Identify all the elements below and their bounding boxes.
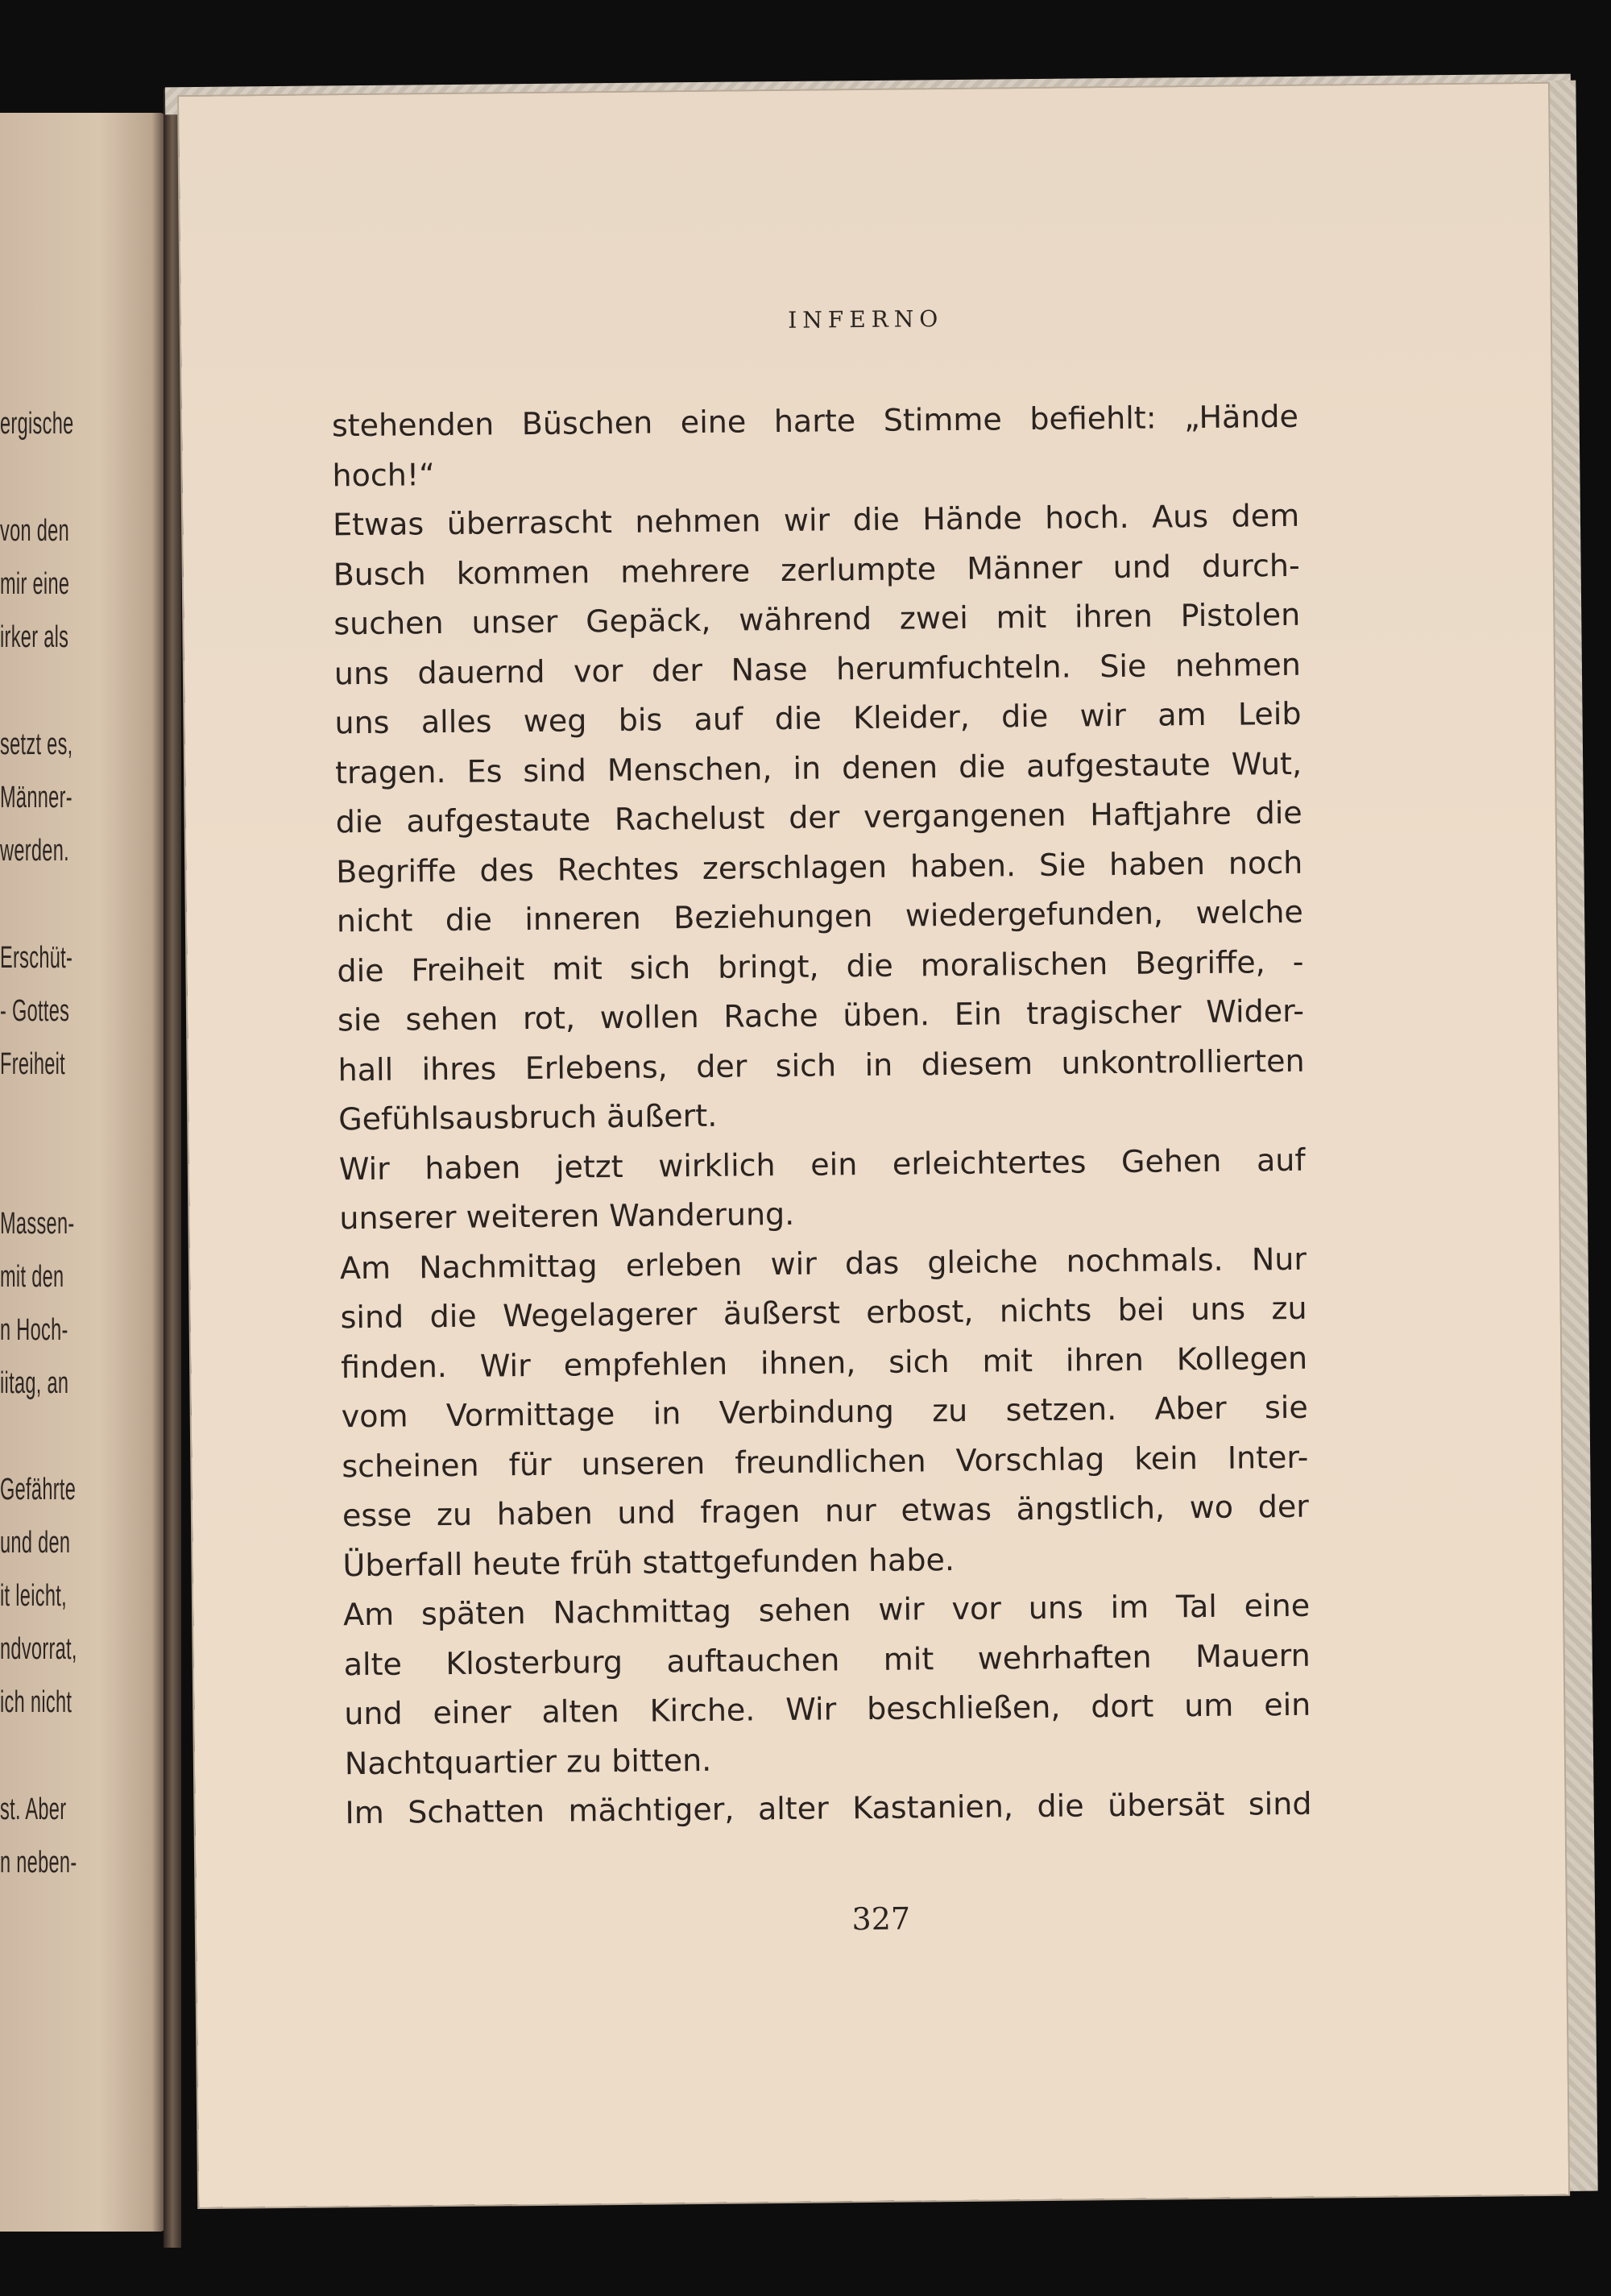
text-line: Nachtquartier zu bitten. xyxy=(344,1742,712,1781)
text-line: uns alles weg bis auf die Kleider, die wir am Leib xyxy=(334,695,1302,741)
left-page-fragment: irker als xyxy=(0,620,69,654)
text-line: hoch!“ xyxy=(332,456,435,493)
text-line: scheinen für unseren freundlichen Vorschlag kein Inter- xyxy=(342,1439,1309,1484)
left-page-fragment: - Gottes xyxy=(0,994,70,1028)
left-page-fragment: Gefährte xyxy=(0,1473,77,1506)
text-line: Gefühlsausbruch äußert. xyxy=(338,1097,718,1138)
running-header: INFERNO xyxy=(788,305,944,334)
left-page-fragment: mir eine xyxy=(0,567,70,601)
text-line: die aufgestaute Rachelust der vergangenen Haftjahre die xyxy=(335,794,1302,840)
left-page-fragment: ich nicht xyxy=(0,1685,72,1719)
text-line: alte Klosterburg auftauchen mit wehrhaften Mauern xyxy=(343,1637,1311,1682)
text-line: sind die Wegelagerer äußerst erbost, nichts bei uns zu xyxy=(340,1290,1307,1336)
text-line: hall ihres Erlebens, der sich in diesem unkontrollierten xyxy=(338,1042,1305,1088)
left-page-fragment: st. Aber xyxy=(0,1792,67,1826)
text-line: Am Nachmittag erleben wir das gleiche nochmals. Nur xyxy=(339,1241,1307,1286)
text-line: unserer weiteren Wanderung. xyxy=(339,1196,795,1237)
text-line: Im Schatten mächtiger, alter Kastanien, die übersät sind xyxy=(345,1785,1312,1831)
left-page-fragment: ndvorrat, xyxy=(0,1632,77,1666)
book-gutter xyxy=(164,89,181,2248)
left-page-fragment: von den xyxy=(0,514,70,548)
text-line: und einer alten Kirche. Wir beschließen, dort um ein xyxy=(344,1686,1311,1732)
left-page-fragment: und den xyxy=(0,1526,71,1560)
text-line: Begriffe des Rechtes zerschlagen haben. Sie haben noch xyxy=(336,844,1303,889)
text-line: uns dauernd vor der Nase herumfuchteln. Sie nehmen xyxy=(333,646,1302,691)
text-line: Am späten Nachmittag sehen wir vor uns im Tal eine xyxy=(342,1587,1311,1633)
text-line: die Freiheit mit sich bringt, die moralischen Begriffe, - xyxy=(337,943,1304,988)
left-page-fragment: it leicht, xyxy=(0,1579,67,1613)
left-page-fragment: Freiheit xyxy=(0,1047,66,1081)
left-page-fragment: Männer- xyxy=(0,781,72,814)
text-line: finden. Wir empfehlen ihnen, sich mit ihren Kollegen xyxy=(340,1340,1308,1385)
left-page-fragment: mit den xyxy=(0,1260,64,1294)
left-page-fragment: werden. xyxy=(0,834,69,868)
body-text xyxy=(332,392,1312,1838)
left-page xyxy=(0,113,165,2232)
text-line: stehenden Büschen eine harte Stimme befiehlt: „Hände xyxy=(331,398,1299,444)
text-line: Überfall heute früh stattgefunden habe. xyxy=(342,1541,955,1583)
text-line: Etwas überrascht nehmen wir die Hände hoch. Aus dem xyxy=(332,497,1300,543)
text-line: suchen unser Gepäck, während zwei mit ihren Pistolen xyxy=(333,596,1301,642)
text-line: tragen. Es sind Menschen, in denen die aufgestaute Wut, xyxy=(334,745,1302,790)
page-number: 327 xyxy=(851,1900,911,1938)
left-page-fragment: Massen- xyxy=(0,1207,75,1241)
left-page-fragment: iitag, an xyxy=(0,1366,69,1400)
text-line: nicht die inneren Beziehungen wiedergefunden, welche xyxy=(336,893,1304,939)
text-line: esse zu haben und fragen nur etwas ängstlich, wo der xyxy=(342,1488,1310,1534)
left-page-fragment: Erschüt- xyxy=(0,941,73,975)
right-page xyxy=(179,84,1568,2207)
left-page-fragment: n neben- xyxy=(0,1846,77,1879)
left-page-fragment: n Hoch- xyxy=(0,1313,68,1347)
text-line: vom Vormittage in Verbindung zu setzen. Aber sie xyxy=(341,1389,1308,1435)
text-line: sie sehen rot, wollen Rache üben. Ein tragischer Wider- xyxy=(337,993,1305,1038)
text-line: Busch kommen mehrere zerlumpte Männer und durch- xyxy=(333,547,1300,592)
text-line: Wir haben jetzt wirklich ein erleichtertes Gehen auf xyxy=(338,1142,1306,1187)
left-page-fragment: setzt es, xyxy=(0,727,73,761)
left-page-fragment: ergische xyxy=(0,407,74,441)
